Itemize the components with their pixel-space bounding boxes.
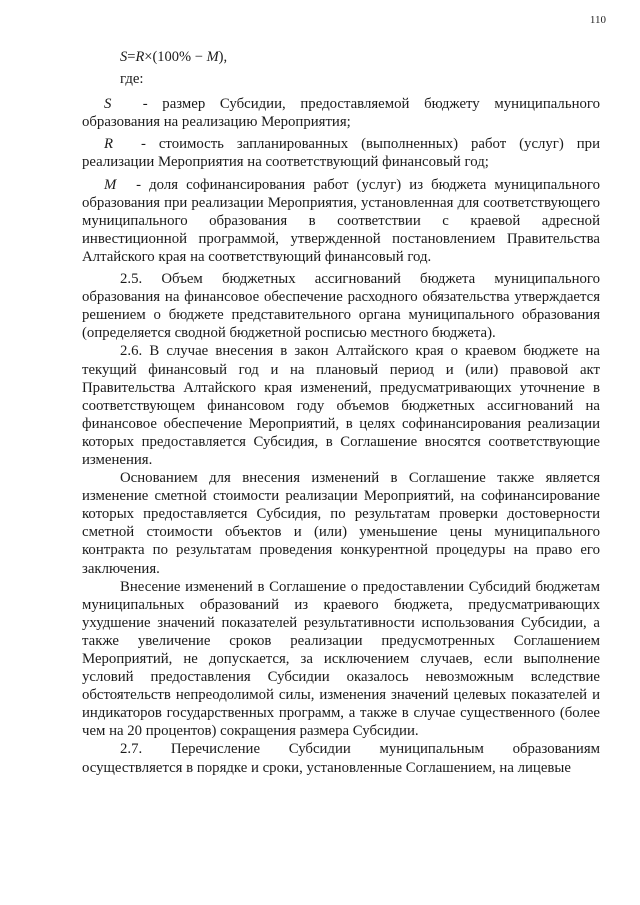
- where-label: где:: [120, 71, 144, 88]
- document-body: [82, 48, 600, 777]
- paragraph-2-7: 2.7. Перечисление Субсидии муниципальным образованиям осуществляется в порядке и сроки, установленные Соглашением, на лицевые: [82, 741, 600, 776]
- definition-m: [82, 176, 600, 266]
- definition-r: [82, 135, 600, 171]
- page-number: 110: [589, 14, 606, 26]
- formula-m: M: [206, 49, 219, 65]
- formula-r: R: [135, 49, 145, 65]
- paragraph-changes-restrictions: Внесение изменений в Соглашение о предоставлении Субсидий бюджетам муниципальных образований из краевого бюджета, предусматривающих ухудшение значений показателей результативности использования Субсидии, а также увеличение сроков реализации предусмотренных Соглашением Мероприятий, не допускается, за исключением случаев, если выполнение условий предоставления Субсидии оказалось невозможным вследствие обстоятельств непреодолимой силы, изменения значений целевых показателей и индикаторов государственных программ, а также в случае существенного (более чем на 20 процентов) сокращения размера Субсидии.: [82, 578, 600, 740]
- formula-s: S: [120, 49, 128, 65]
- paragraph-2-5: 2.5. Объем бюджетных ассигнований бюджета муниципального образования на финансовое обеспечение расходного обязательства утверждается решением о бюджете представительного органа муниципального образования (определяется сводной бюджетной росписью местного бюджета).: [82, 271, 600, 342]
- formula-times: ×(100% −: [144, 49, 207, 65]
- subsidy-formula: [120, 48, 600, 66]
- definition-text: - стоимость запланированных (выполненных) работ (услуг) при реализации Мероприятия на соответствующий финансовый год;: [82, 136, 600, 171]
- paragraph-basis-changes: Основанием для внесения изменений в Соглашение также является изменение сметной стоимости реализации Мероприятий, на софинансирование которых предоставляется Субсидия, по результатам проверки достоверности сметной стоимости объектов и (или) уменьшение цены муниципального контракта по результатам проведения конкурентной процедуры на право его заключения.: [82, 470, 600, 577]
- definition-symbol: M: [104, 176, 117, 193]
- paragraph-2-6: 2.6. В случае внесения в закон Алтайского края о краевом бюджете на текущий финансовый год и на плановый период и (или) правовой акт Правительства Алтайского края изменений, предусматривающих уточнение в соответствующем финансовом году объемов бюджетных ассигнований на финансовое обеспечение Мероприятий, в целях софинансирования реализации которых предоставляется Субсидия, в Соглашение вносятся соответствующие изменения.: [82, 343, 600, 468]
- definition-text: - доля софинансирования работ (услуг) из бюджета муниципального образования при реализации Мероприятия, установленная для соответствующего муниципального образования в соответствии с краевой адресной инвестиционной программой, утвержденной постановлением Правительства Алтайского края на соответствующий финансовый год.: [82, 176, 600, 265]
- formula-close: ),: [218, 49, 228, 65]
- definition-s: [82, 95, 600, 131]
- definition-symbol: S: [104, 96, 112, 113]
- definition-text: - размер Субсидии, предоставляемой бюджету муниципального образования на реализацию Мероприятия;: [82, 96, 600, 131]
- definition-symbol: R: [104, 136, 114, 153]
- formula-eq: =: [127, 49, 136, 65]
